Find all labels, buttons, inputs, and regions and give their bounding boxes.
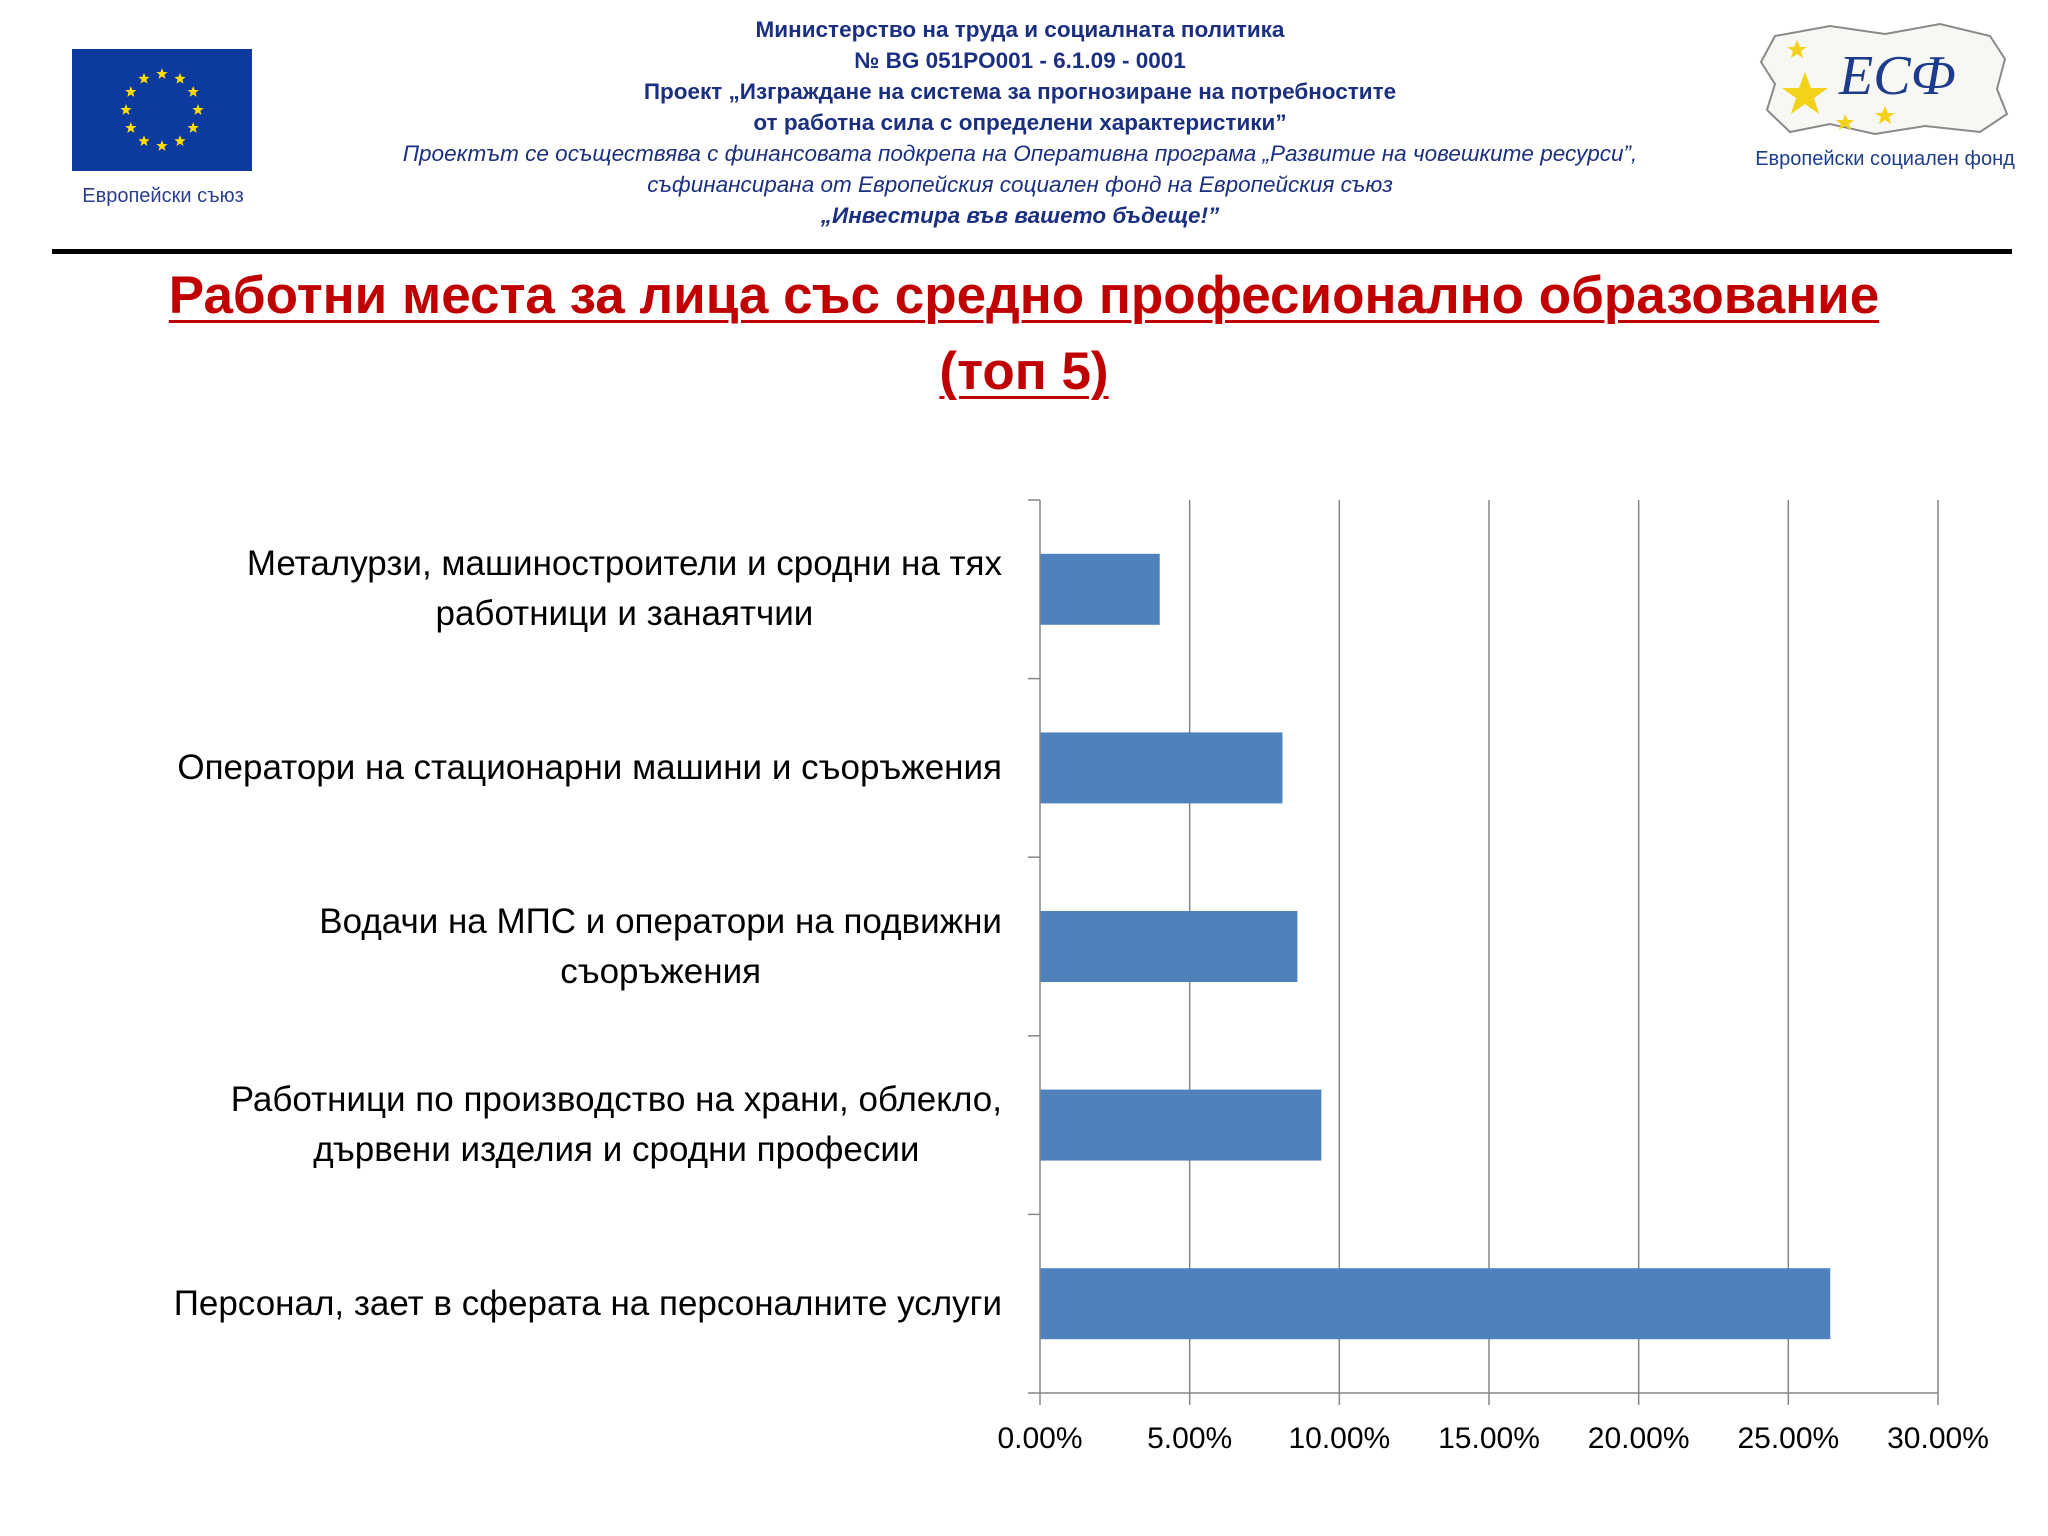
x-tick-label: 10.00% bbox=[1288, 1422, 1391, 1455]
category-label bbox=[102, 539, 1002, 639]
funding-note-line1: Проектът се осъществява с финансовата подкрепа на Оперативна програма „Развитие на човешките ресурси”, bbox=[402, 141, 1638, 166]
category-label bbox=[102, 897, 1002, 997]
category-label bbox=[102, 1075, 1002, 1175]
category-label-text: Оператори на стационарни машини и съоръжения bbox=[177, 747, 1002, 787]
funding-note-line2: съфинансирана от Европейския социален фонд на Европейския съюз bbox=[647, 172, 1393, 197]
project-title-line2: от работна сила с определени характеристики” bbox=[753, 110, 1287, 135]
project-title-line1: Проект „Изграждане на система за прогнозиране на потребностите bbox=[643, 79, 1397, 104]
esf-text: ЕСФ bbox=[1839, 45, 1956, 107]
category-label-text: Персонал, зает в сферата на персоналните услуги bbox=[173, 1283, 1002, 1323]
category-label bbox=[102, 1279, 1002, 1329]
chart-title-line2: (топ 5) bbox=[939, 342, 1109, 401]
x-tick-label: 15.00% bbox=[1438, 1422, 1540, 1455]
eu-logo-label: Европейски съюз bbox=[82, 185, 244, 207]
category-label-text: Работници по производство на храни, облекло, дървени изделия и сродни професии bbox=[230, 1080, 1002, 1170]
slogan: „Инвестира във вашето бъдеще!” bbox=[820, 203, 1220, 228]
category-label bbox=[102, 743, 1002, 793]
chart-title-line1: Работни места за лица със средно професионално образование bbox=[168, 266, 1880, 325]
category-label-text: Металурзи, машиностроители и сродни на тях работници и занаятчии bbox=[246, 544, 1002, 634]
x-tick-label: 0.00% bbox=[997, 1422, 1083, 1455]
ministry-name: Министерство на труда и социалната политика bbox=[755, 17, 1285, 42]
x-tick-label: 5.00% bbox=[1147, 1422, 1233, 1455]
project-number: № BG 051PO001 - 6.1.09 - 0001 bbox=[854, 48, 1186, 73]
category-label-text: Водачи на МПС и оператори на подвижни съоръжения bbox=[319, 901, 1002, 991]
x-tick-label: 25.00% bbox=[1737, 1422, 1840, 1455]
x-tick-label: 30.00% bbox=[1887, 1422, 1989, 1455]
x-tick-label: 20.00% bbox=[1587, 1422, 1690, 1455]
esf-logo-label: Европейски социален фонд bbox=[1755, 148, 2015, 170]
